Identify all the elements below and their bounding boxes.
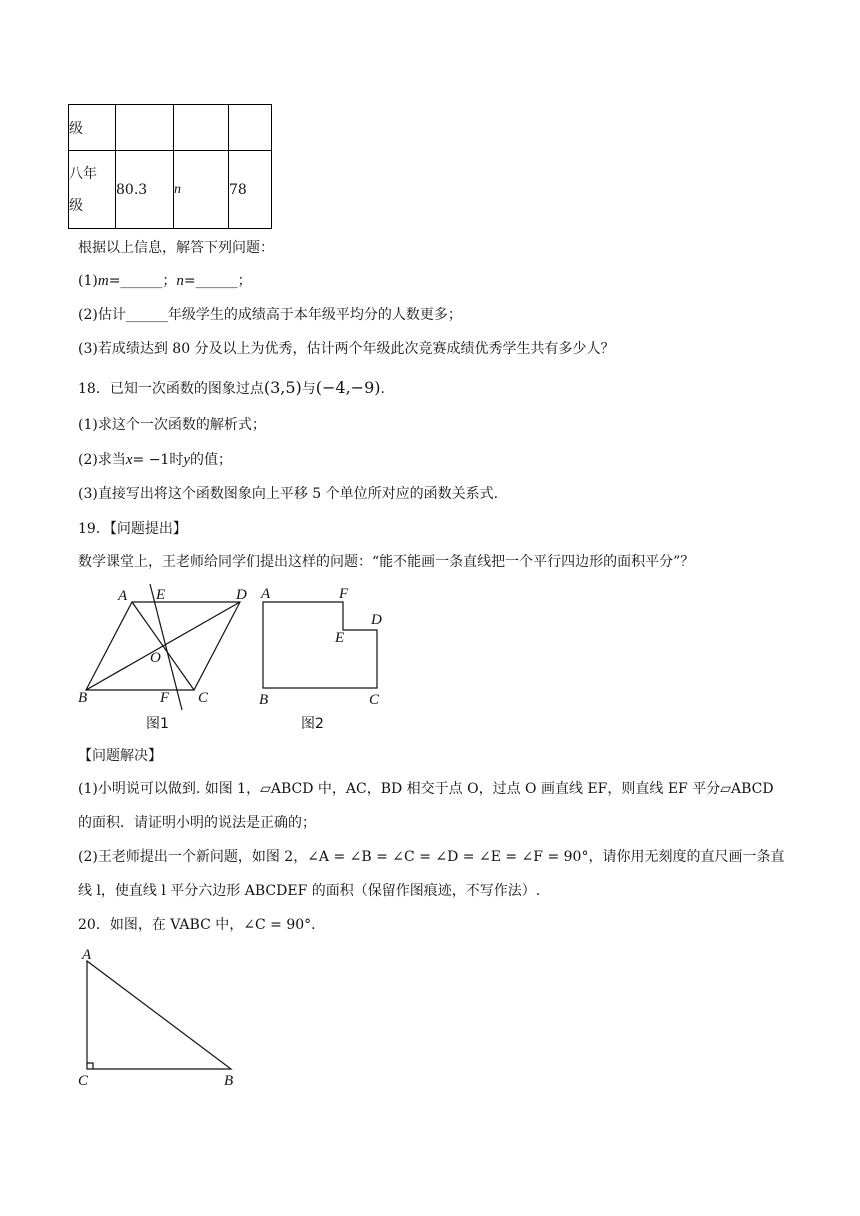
table-row bbox=[69, 151, 272, 229]
label-e: E bbox=[156, 587, 166, 603]
q17-part3: (3)若成绩达到 80 分及以上为优秀，估计两个年级此次竞赛成绩优秀学生共有多少人？ bbox=[78, 341, 615, 357]
label-b: B bbox=[224, 1073, 234, 1089]
label-a: A bbox=[118, 588, 128, 604]
label-b: B bbox=[78, 690, 88, 706]
right-angle-mark bbox=[87, 1063, 93, 1069]
q19-part2-line1: (2)王老师提出一个新问题，如图 2，∠A = ∠B = ∠C = ∠D = ∠E = ∠F = 90°，请你用无刻度的直尺画一条直 bbox=[78, 849, 785, 865]
score-table bbox=[68, 104, 272, 229]
q19-heading: 19．【问题提出】 bbox=[78, 521, 187, 537]
label-a: A bbox=[82, 947, 92, 963]
table-cell: 级 bbox=[69, 105, 116, 151]
table-cell: 八年 级 bbox=[69, 151, 116, 229]
label-d: D bbox=[236, 587, 247, 603]
label-d: D bbox=[371, 612, 382, 628]
table-cell: 78 bbox=[229, 151, 272, 229]
label-o: O bbox=[150, 650, 161, 666]
q19-intro: 数学课堂上，王老师给同学们提出这样的问题：“能不能画一条直线把一个平行四边形的面积平分”？ bbox=[78, 554, 695, 570]
figure-1 bbox=[70, 580, 260, 735]
figure-1-caption: 图1 bbox=[146, 716, 169, 732]
table-row bbox=[69, 105, 272, 151]
label-c: C bbox=[369, 692, 380, 708]
q19-part1-line1: (1)小明说可以做到. 如图 1，▱ABCD 中，AC，BD 相交于点 O，过点 O 画直线 EF，则直线 EF 平分▱ABCD bbox=[78, 781, 774, 797]
q18-stem: 18．已知一次函数的图象过点(3,5)与(−4,−9). bbox=[78, 378, 385, 397]
q18-part1: (1)求这个一次函数的解析式； bbox=[78, 417, 266, 433]
hexagon-abcdef bbox=[263, 602, 377, 688]
q19-part2-line2: 线 l，使直线 l 平分六边形 ABCDEF 的面积（保留作图痕迹，不写作法）. bbox=[78, 883, 541, 899]
label-c: C bbox=[78, 1073, 89, 1089]
q17-intro: 根据以上信息，解答下列问题： bbox=[78, 240, 274, 256]
q17-part2: (2)估计______年级学生的成绩高于本年级平均分的人数更多； bbox=[78, 307, 462, 323]
q19-solve-heading: 【问题解决】 bbox=[78, 748, 162, 764]
label-f: F bbox=[160, 690, 170, 706]
table-cell bbox=[116, 105, 174, 151]
q17-part1: (1)m=______；n=______； bbox=[78, 273, 252, 289]
table-cell: n bbox=[174, 151, 229, 229]
table-cell: 80.3 bbox=[116, 151, 174, 229]
q20-stem: 20．如图，在 VABC 中，∠C = 90°． bbox=[78, 917, 326, 933]
q18-part2: (2)求当x= −1时y的值； bbox=[78, 452, 233, 468]
q18-part3: (3)直接写出将这个函数图象向上平移 5 个单位所对应的函数关系式. bbox=[78, 486, 499, 502]
label-b: B bbox=[259, 692, 269, 708]
figure-2-caption: 图2 bbox=[301, 716, 324, 732]
label-a: A bbox=[261, 586, 271, 602]
label-c: C bbox=[198, 690, 209, 706]
figure-2 bbox=[255, 580, 395, 735]
table-cell bbox=[229, 105, 272, 151]
label-e: E bbox=[335, 630, 345, 646]
figure-triangle bbox=[70, 945, 250, 1095]
table-cell bbox=[174, 105, 229, 151]
q19-part1-line2: 的面积．请证明小明的说法是正确的； bbox=[78, 815, 316, 831]
triangle-abc bbox=[87, 961, 231, 1069]
label-f: F bbox=[339, 586, 349, 602]
